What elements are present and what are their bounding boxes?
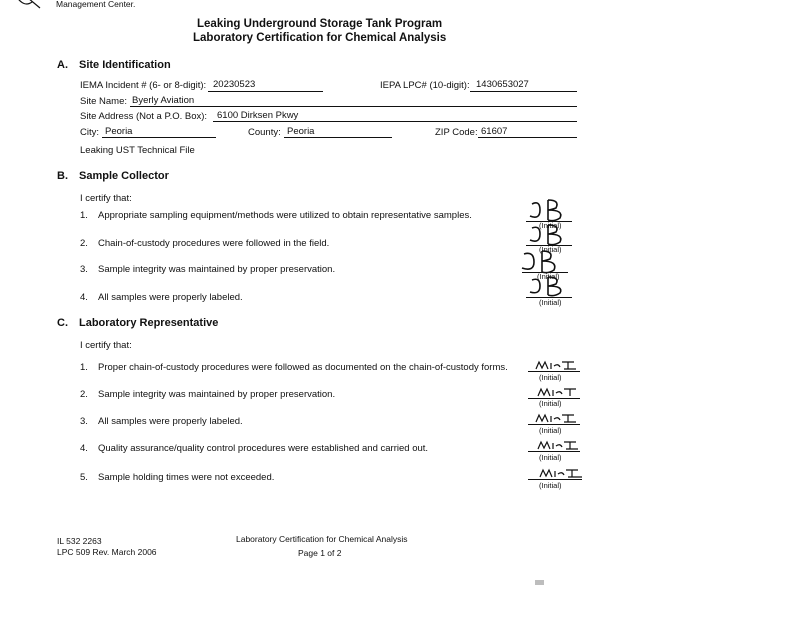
lab-initial-label: (Initial) (539, 399, 562, 408)
form-id: IL 532 2263 (57, 536, 102, 546)
lab-item-num: 2. (80, 389, 88, 400)
lab-initial-label: (Initial) (539, 453, 562, 462)
page-number: Page 1 of 2 (298, 548, 342, 558)
city-value: Peoria (105, 126, 133, 137)
form-revision: LPC 509 Rev. March 2006 (57, 547, 157, 557)
lab-item-text: All samples were properly labeled. (98, 416, 243, 427)
site-name-label: Site Name: (80, 96, 127, 107)
lpc-underline (470, 91, 577, 92)
iema-label: IEMA Incident # (6- or 8-digit): (80, 80, 207, 91)
lab-item-num: 4. (80, 443, 88, 454)
collector-initial-label: (Initial) (539, 221, 562, 230)
collector-item-text: Chain-of-custody procedures were followed in the field. (98, 238, 330, 249)
lab-initial-line (528, 424, 580, 425)
site-address-value: 6100 Dirksen Pkwy (217, 110, 299, 121)
lab-item-num: 1. (80, 362, 88, 373)
lab-initials-mlast (534, 359, 578, 371)
collector-initial-label: (Initial) (537, 272, 560, 281)
section-c-letter: C. (57, 317, 68, 329)
lpc-value: 1430653027 (476, 79, 529, 90)
lab-item-num: 5. (80, 472, 88, 483)
site-address-underline (213, 121, 577, 122)
lab-initials-mlast (536, 386, 578, 398)
lab-initial-label: (Initial) (539, 481, 562, 490)
lab-initial-label: (Initial) (539, 426, 562, 435)
lab-initial-line (528, 451, 580, 452)
county-label: County: (248, 127, 281, 138)
collector-signature-jb (526, 196, 574, 224)
management-center-text: Management Center. (56, 0, 136, 9)
site-address-label: Site Address (Not a P.O. Box): (80, 111, 208, 122)
zip-label: ZIP Code: (435, 127, 478, 138)
section-b-letter: B. (57, 170, 68, 182)
footer-title: Laboratory Certification for Chemical Analysis (236, 534, 408, 544)
lab-item-text: Proper chain-of-custody procedures were followed as documented on the chain-of-custody forms. (98, 362, 508, 373)
corner-logo-fragment (14, 0, 44, 15)
county-underline (284, 137, 392, 138)
lab-item-text: Sample holding times were not exceeded. (98, 472, 275, 483)
lab-initials-mlast (534, 412, 578, 424)
lpc-label: IEPA LPC# (10-digit): (380, 80, 470, 91)
lab-initials-mlast (536, 439, 580, 451)
form-subtitle: Laboratory Certification for Chemical Analysis (193, 32, 447, 44)
iema-value: 20230523 (213, 79, 256, 90)
section-c-certify: I certify that: (80, 340, 132, 351)
zip-underline (478, 137, 577, 138)
collector-initial-label: (Initial) (539, 245, 562, 254)
lab-initial-label: (Initial) (539, 373, 562, 382)
collector-item-num: 3. (80, 264, 88, 275)
collector-item-num: 2. (80, 238, 88, 249)
county-value: Peoria (287, 126, 315, 137)
site-name-underline (130, 106, 577, 107)
site-name-value: Byerly Aviation (132, 95, 195, 106)
city-underline (102, 137, 216, 138)
section-c-title: Laboratory Representative (79, 317, 219, 329)
lab-item-text: Quality assurance/quality control procedures were established and carried out. (98, 443, 429, 454)
section-b-certify: I certify that: (80, 193, 132, 204)
section-a-title: Site Identification (79, 59, 171, 71)
collector-item-text: All samples were properly labeled. (98, 292, 243, 303)
scan-mark (535, 580, 544, 585)
lab-item-num: 3. (80, 416, 88, 427)
city-label: City: (80, 127, 99, 138)
zip-value: 61607 (481, 126, 508, 137)
lab-item-text: Sample integrity was maintained by proper preservation. (98, 389, 336, 400)
section-a-letter: A. (57, 59, 68, 71)
form-title: Leaking Underground Storage Tank Program (197, 18, 443, 30)
lab-initials-mlast (538, 467, 584, 479)
collector-item-num: 4. (80, 292, 88, 303)
collector-item-text: Appropriate sampling equipment/methods were utilized to obtain representative samples. (98, 210, 472, 221)
collector-initial-label: (Initial) (539, 298, 562, 307)
section-b-title: Sample Collector (79, 170, 169, 182)
lab-initial-line (528, 371, 580, 372)
collector-item-num: 1. (80, 210, 88, 221)
collector-item-text: Sample integrity was maintained by proper preservation. (98, 264, 336, 275)
iema-underline (208, 91, 323, 92)
collector-signature-jb (526, 275, 574, 299)
lab-initial-line (528, 479, 582, 480)
technical-file-label: Leaking UST Technical File (80, 145, 195, 156)
